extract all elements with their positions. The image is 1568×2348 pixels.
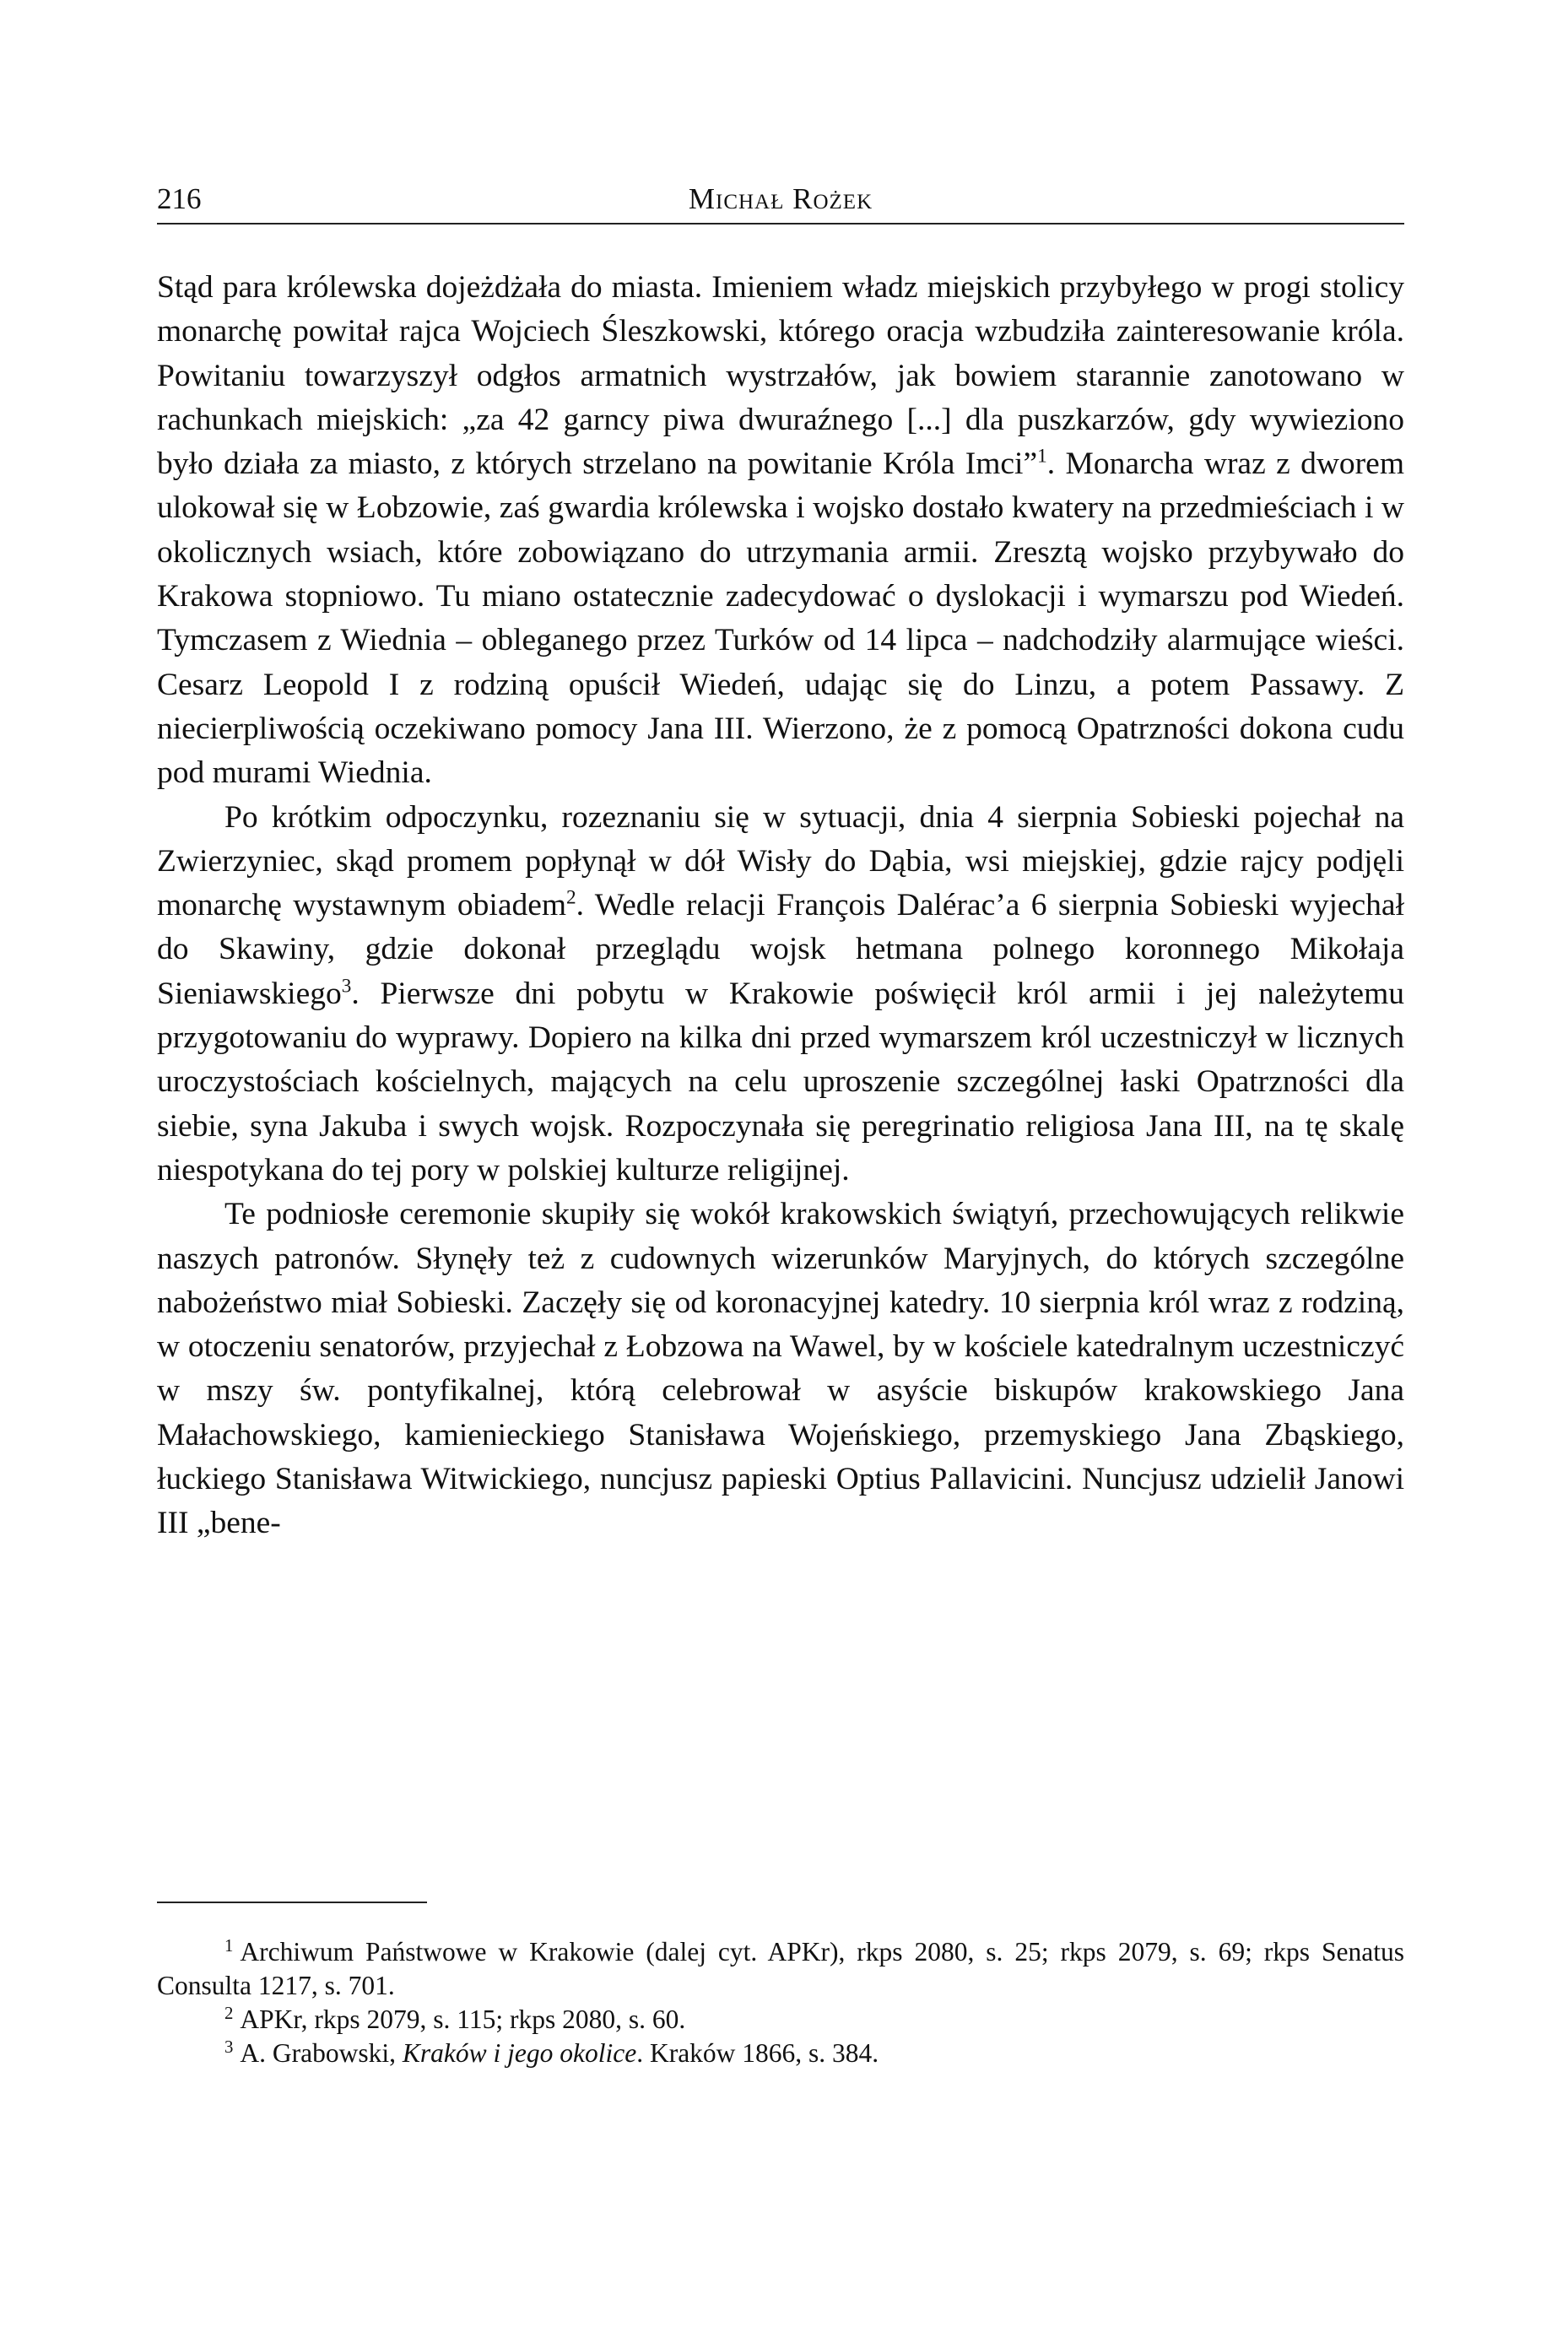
footnote-mark: 2 [224,2003,234,2023]
paragraph [157,266,1404,796]
footnote-mark: 3 [224,2037,234,2057]
footnotes [157,1935,1404,2070]
text-run: Te podniosłe ceremonie skupiły się wokół krakowskich świątyń, przechowujących relikwie naszych patronów. Słynęły też z cudownych wizerunków Maryjnych, do których szczególne nabożeństwo miał Sobieski. Zaczęły się od koronacyjnej katedry. 10 sierpnia król wraz z rodziną, w otoczeniu senatorów, przyjechał z Łobzowa na Wawel, by w kościele katedralnym uczestniczyć w mszy św. pontyfikalnej, którą celebrował w asyście biskupów krakowskiego Jana Małachowskiego, kamienieckiego Stanisława Wojeńskiego, przemyskiego Jana Zbąskiego, łuckiego Stanisława Witwickiego, nuncjusz papieski Optius Pallavicini. Nuncjusz udzielił Janowi III „bene- [157,1197,1404,1541]
text-run: A. Grabowski, [240,2038,403,2068]
footnote-reference: 2 [566,886,576,909]
page-header [157,177,1404,221]
footnote [157,1935,1404,2003]
footnote [157,2003,1404,2037]
text-run: . Monarcha wraz z dworem ulokował się w Łobzowie, zaś gwardia królewska i wojsko dostało kwatery na przedmieściach i w okolicznych wsiach, które zobowiązano do utrzymania armii. Zresztą wojsko przybywało do Krakowa stopniowo. Tu miano ostatecznie zadecydować o dyslokacji i wymarszu pod Wiedeń. Tymczasem z Wiednia – obleganego przez Turków od 14 lipca – nadchodziły alarmujące wieści. Cesarz Leopold I z rodziną opuścił Wiedeń, udając się do Linzu, a potem Passawy. Z niecierpliwością oczekiwano pomocy Jana III. Wierzono, że z pomocą Opatrzności dokona cudu pod murami Wiednia. [157,446,1404,791]
text-run: . Wedle relacji François Dalérac’a 6 sierpnia Sobieski wyjechał do Skawiny, gdzie dokonał przeglądu wojsk hetmana polnego koronnego Mikołaja Sieniawskiego [157,888,1404,1011]
paragraph [157,1193,1404,1545]
text-run: Stąd para królewska dojeżdżała do miasta. Imieniem władz miejskich przybyłego w progi stolicy monarchę powitał rajca Wojciech Śleszkowski, którego oracja wzbudziła zainteresowanie króla. Powitaniu towarzyszył odgłos armatnich wystrzałów, jak bowiem starannie zanotowano w rachunkach miejskich: „za 42 garncy piwa dwuraźnego [...] dla puszkarzów, gdy wywieziono było działa za miasto, z których strzelano na powitanie Króla Imci” [157,270,1404,482]
header-rule [157,223,1404,225]
text-run: . Kraków 1866, s. 384. [636,2038,879,2068]
text-run: APKr, rkps 2079, s. 115; rkps 2080, s. 60. [240,2004,686,2034]
footnote-reference: 3 [341,975,352,998]
italic-title: Kraków i jego okolice [402,2038,637,2068]
text-run: Po krótkim odpoczynku, rozeznaniu się w sytuacji, dnia 4 sierpnia Sobieski pojechał na Zwierzyniec, skąd promem popłynął w dół Wisły do Dąbia, wsi miejskiej, gdzie rajcy podjęli monarchę wystawnym obiadem [157,799,1404,923]
footnote-separator [157,1902,427,1903]
footnote-mark: 1 [224,1935,234,1956]
footnote [157,2037,1404,2070]
body-text [157,266,1404,1546]
page-number: 216 [157,182,202,215]
text-run: . Pierwsze dni pobytu w Krakowie poświęcił król armii i jej należytemu przygotowaniu do wyprawy. Dopiero na kilka dni przed wymarszem król uczestniczył w licznych uroczystościach kościelnych, mających na celu uproszenie szczególnej łaski Opatrzności dla siebie, syna Jakuba i swych wojsk. Rozpoczynała się peregrinatio religiosa Jana III, na tę skalę niespotykana do tej pory w polskiej kulturze religijnej. [157,976,1404,1188]
running-head: Michał Rożek [688,182,873,215]
paragraph [157,796,1404,1193]
text-run: Archiwum Państwowe w Krakowie (dalej cyt. APKr), rkps 2080, s. 25; rkps 2079, s. 69; rkps Senatus Consulta 1217, s. 701. [157,1937,1404,2000]
footnote-reference: 1 [1037,445,1047,468]
